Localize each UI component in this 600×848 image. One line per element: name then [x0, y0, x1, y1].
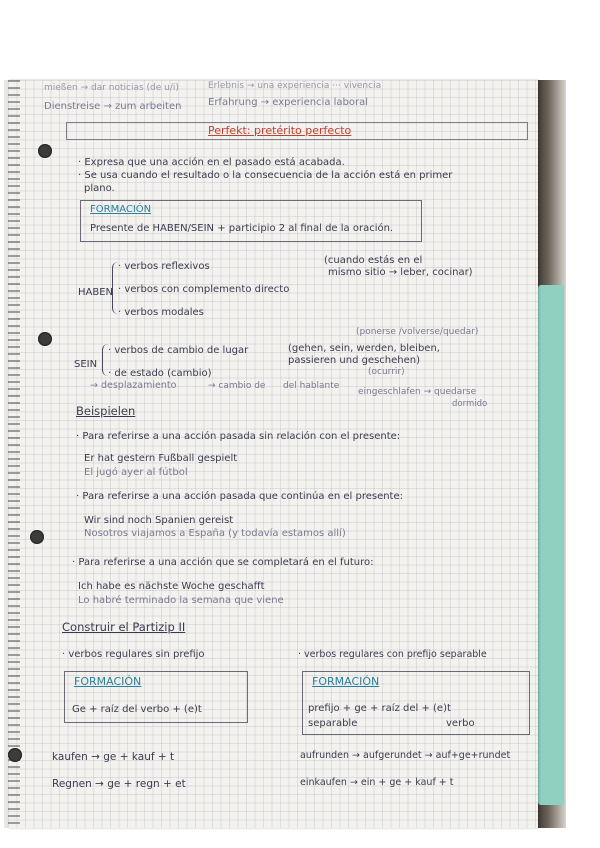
- partizip-example: einkaufen → ein + ge + kauf + t: [300, 777, 454, 788]
- example-intro: · Para referirse a una acción que se completará en el futuro:: [72, 557, 374, 568]
- intro-line: · Expresa que una acción en el pasado está acabada.: [78, 157, 345, 168]
- formacion-text: Ge + raíz del verbo + (e)t: [72, 704, 202, 715]
- sein-sub: → desplazamiento: [90, 380, 177, 391]
- punch-hole-icon: [38, 144, 52, 158]
- example-spanish: El jugó ayer al fútbol: [84, 467, 188, 478]
- page-title: Perfekt: pretérito perfecto: [208, 124, 352, 137]
- partizip-example: aufrunden → aufgerundet → auf+ge+rundet: [300, 750, 511, 761]
- spiral-binding: [8, 80, 20, 828]
- section-heading: Construir el Partizip II: [62, 620, 186, 634]
- sein-sub: eingeschlafen → quedarse: [358, 387, 477, 397]
- formacion-heading: FORMACIÓN: [90, 204, 152, 215]
- example-german: Er hat gestern Fußball gespielt: [84, 453, 238, 464]
- haben-item: · verbos con complemento directo: [118, 284, 290, 295]
- formacion-text: prefijo + ge + raíz del + (e)t: [308, 703, 451, 714]
- header-note: Dienstreise → zum arbeiten: [44, 101, 182, 112]
- partizip-example: Regnen → ge + regn + et: [52, 778, 186, 790]
- formacion-text: separable: [308, 718, 358, 729]
- notebook-page: [8, 80, 538, 828]
- sein-sub: del hablante: [283, 381, 340, 391]
- haben-item: · verbos modales: [118, 307, 204, 318]
- mint-folder: [538, 285, 564, 805]
- sein-item: · de estado (cambio): [108, 368, 212, 379]
- sein-item: · verbos de cambio de lugar: [108, 345, 249, 356]
- sein-label: SEIN: [74, 359, 98, 370]
- formacion-heading: FORMACIÓN: [74, 675, 142, 688]
- header-note: Erlebnis → una experiencia ··· vivencia: [208, 81, 382, 91]
- formacion-text: Presente de HABEN/SEIN + participio 2 al final de la oración.: [90, 223, 394, 234]
- partizip-left-title: · verbos regulares sin prefijo: [62, 649, 205, 660]
- example-spanish: Lo habré terminado la semana que viene: [78, 595, 284, 606]
- punch-hole-icon: [38, 332, 52, 346]
- example-german: Ich habe es nächste Woche geschafft: [78, 581, 265, 592]
- partizip-example: kaufen → ge + kauf + t: [52, 751, 175, 763]
- example-german: Wir sind noch Spanien gereist: [84, 515, 234, 526]
- sein-note: (ocurrir): [368, 367, 405, 377]
- punch-hole-icon: [30, 530, 44, 544]
- sein-note: (gehen, sein, werden, bleiben,: [288, 343, 440, 354]
- example-spanish: Nosotros viajamos a España (y todavía estamos allí): [84, 528, 346, 539]
- partizip-right-title: · verbos regulares con prefijo separable: [298, 649, 487, 660]
- intro-line: plano.: [84, 183, 115, 194]
- sein-note: passieren und geschehen): [288, 355, 421, 366]
- haben-note: mismo sitio → leber, cocinar): [328, 267, 473, 278]
- haben-item: · verbos reflexivos: [118, 261, 210, 272]
- punch-hole-icon: [8, 748, 22, 762]
- sein-note: (ponerse /volverse/quedar): [356, 327, 479, 337]
- header-note: Erfahrung → experiencia laboral: [208, 97, 369, 108]
- haben-label: HABEN: [78, 287, 114, 298]
- sein-sub: dormido: [452, 399, 488, 409]
- example-intro: · Para referirse a una acción pasada que continúa en el presente:: [76, 491, 404, 502]
- sein-sub: → cambio de: [208, 381, 266, 391]
- example-intro: · Para referirse a una acción pasada sin relación con el presente:: [76, 431, 401, 442]
- haben-note: (cuando estás en el: [324, 255, 423, 266]
- intro-line: · Se usa cuando el resultado o la consecuencia de la acción está en primer: [78, 170, 453, 181]
- formacion-text: verbo: [446, 718, 475, 729]
- section-heading: Beispielen: [76, 404, 136, 418]
- header-note: mießen → dar noticias (de u/i): [44, 83, 179, 93]
- formacion-heading: FORMACIÓN: [312, 675, 380, 688]
